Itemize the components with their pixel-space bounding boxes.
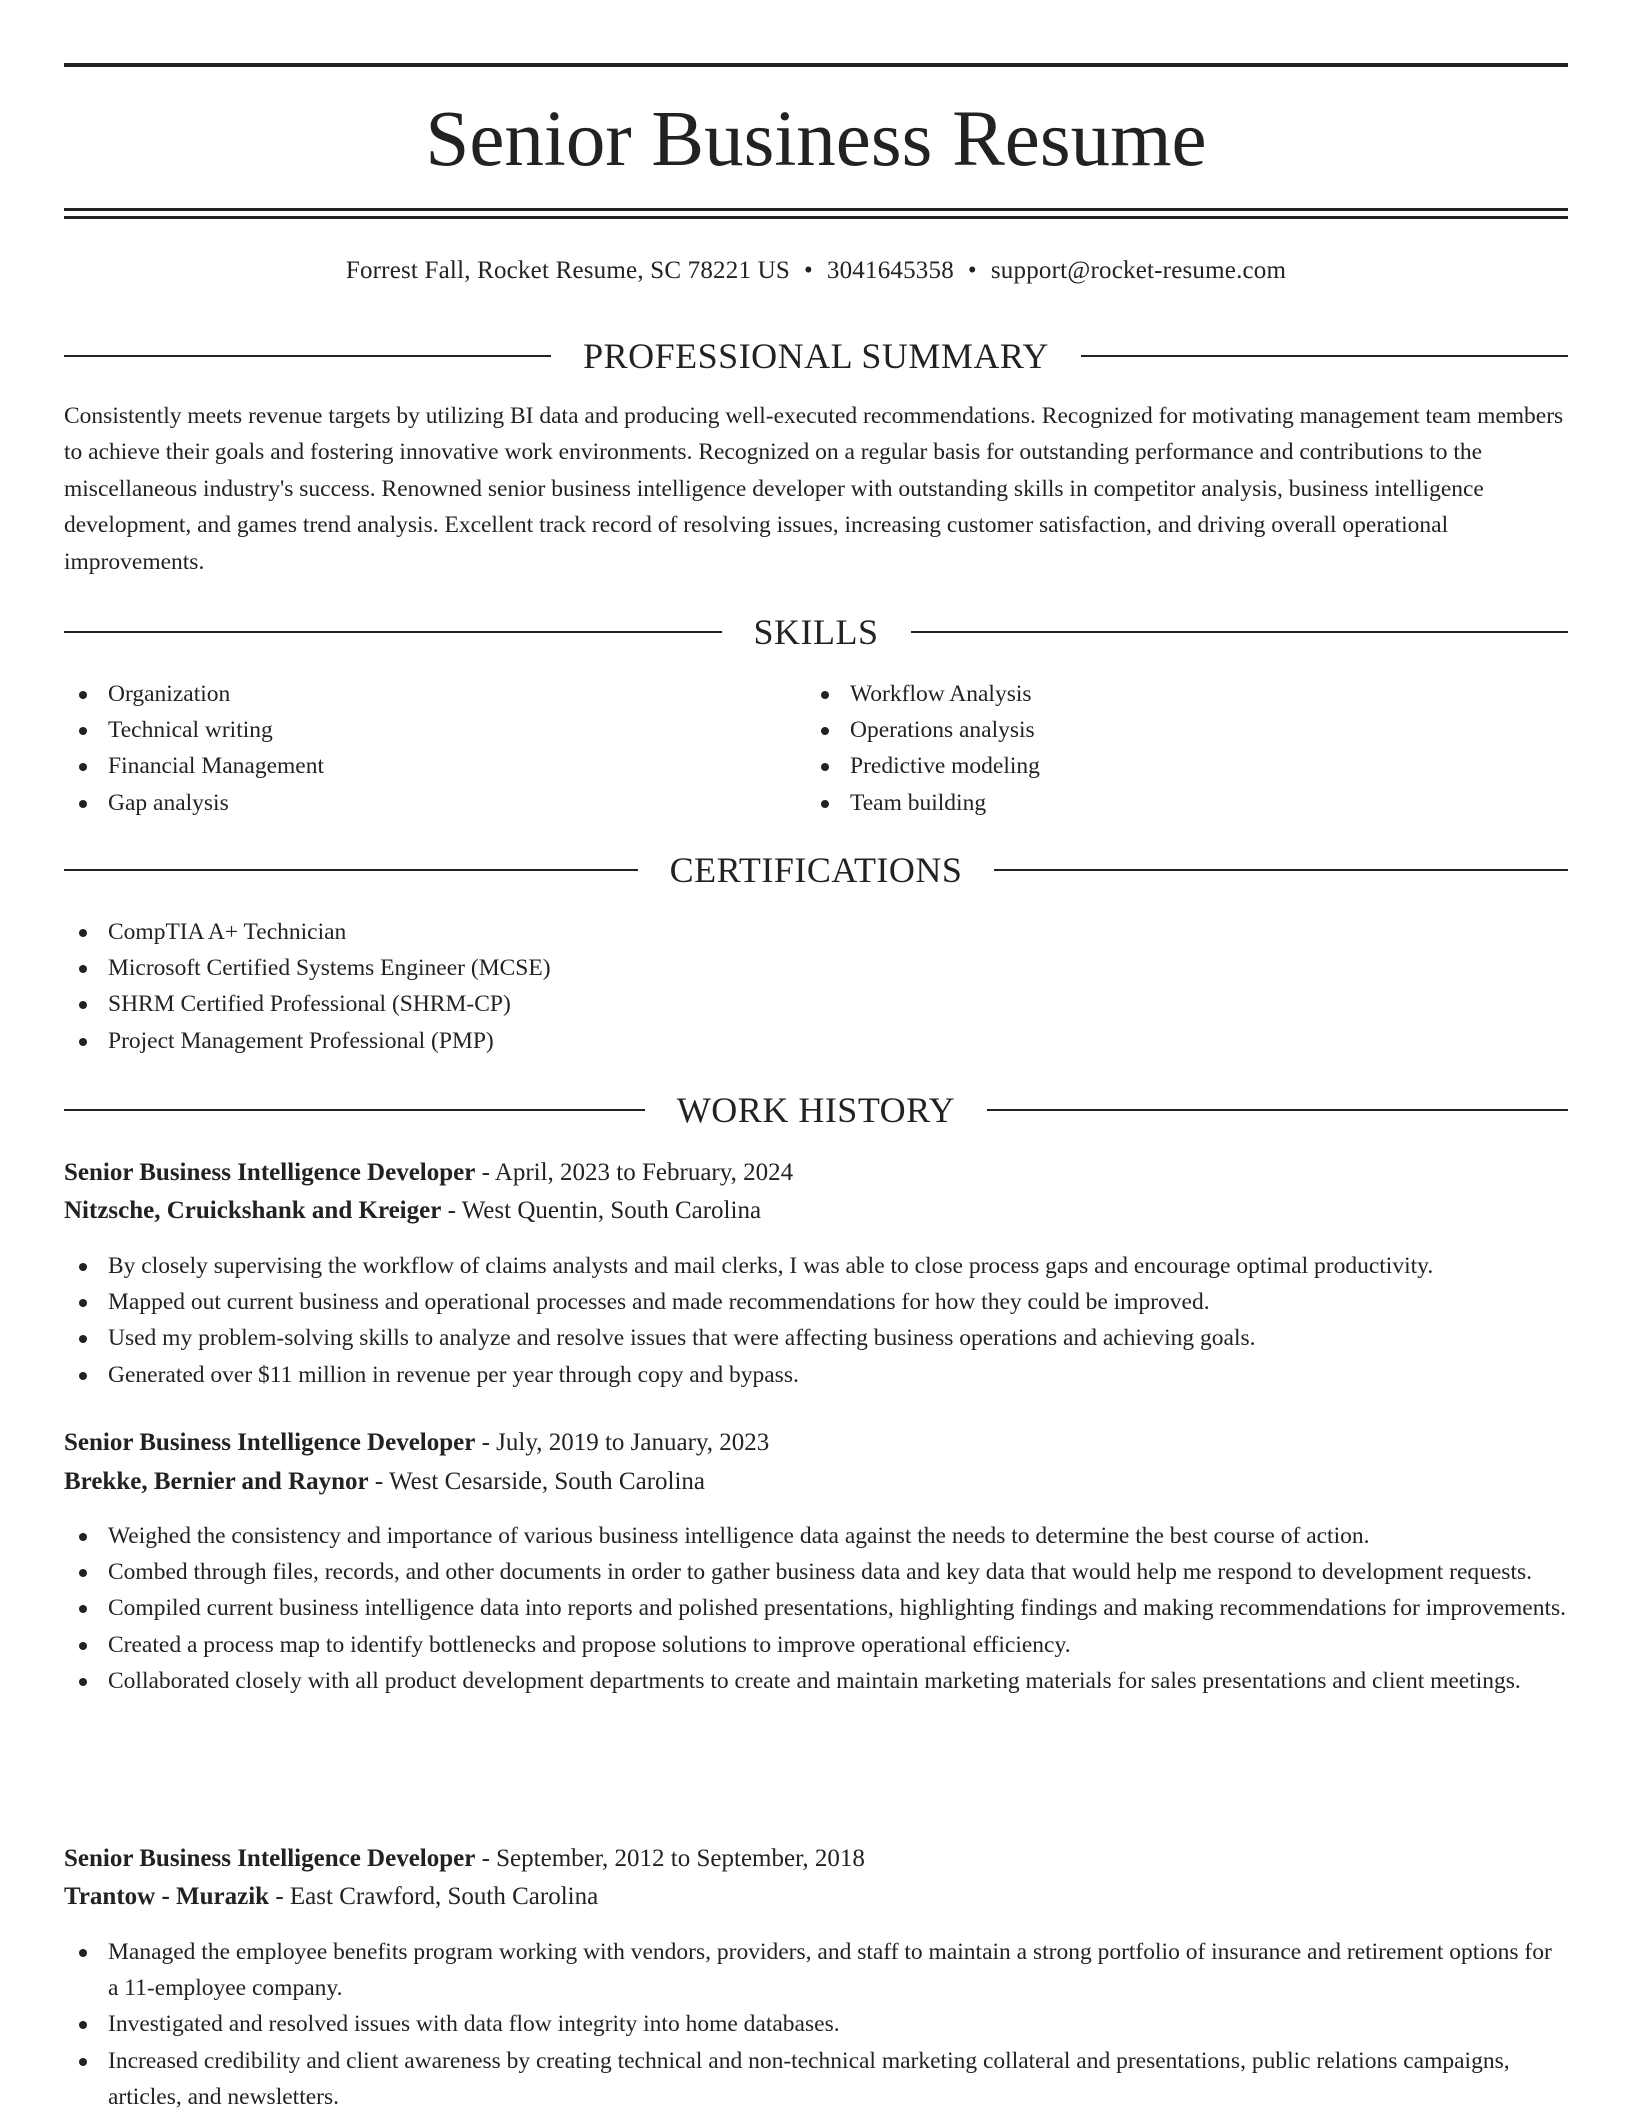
certifications-heading-label: CERTIFICATIONS bbox=[669, 850, 963, 890]
job-company-line bbox=[64, 1463, 1568, 1501]
skill-item: Workflow Analysis bbox=[806, 676, 1506, 712]
contact-separator: • bbox=[803, 257, 813, 284]
job-dates: - April, 2023 to February, 2024 bbox=[475, 1159, 794, 1186]
job-duty-item: Managed the employee benefits program working with vendors, providers, and staff to maintain a strong portfolio of insurance and retirement options for a 11-employee company. bbox=[64, 1934, 1568, 2006]
job-duties-list bbox=[64, 1934, 1568, 2115]
skills-list-right bbox=[806, 676, 1506, 821]
job-company-line bbox=[64, 1878, 1568, 1916]
job-duty-item: Used my problem-solving skills to analyze and resolve issues that were affecting business operations and achieving goals. bbox=[64, 1320, 1568, 1356]
job-title-line bbox=[64, 1424, 1568, 1462]
job-company: Nitzsche, Cruickshank and Kreiger bbox=[64, 1197, 442, 1224]
summary-heading-label: PROFESSIONAL SUMMARY bbox=[583, 336, 1049, 376]
contact-line bbox=[64, 254, 1568, 288]
job-duty-item: Compiled current business intelligence data into reports and polished presentations, highlighting findings and making recommendations for improvements. bbox=[64, 1590, 1568, 1626]
contact-separator: • bbox=[967, 257, 977, 284]
resume-title: Senior Business Resume bbox=[425, 96, 1207, 183]
header-top-rule bbox=[64, 63, 1568, 67]
job-duties-list bbox=[64, 1248, 1568, 1393]
job-title-line bbox=[64, 1154, 1568, 1192]
job-title: Senior Business Intelligence Developer bbox=[64, 1429, 476, 1456]
certification-item: Microsoft Certified Systems Engineer (MCSE) bbox=[64, 950, 1564, 986]
heading-divider bbox=[64, 355, 551, 357]
job-company: Trantow - Murazik bbox=[64, 1883, 270, 1910]
job-duty-item: Mapped out current business and operational processes and made recommendations for how they could be improved. bbox=[64, 1284, 1568, 1320]
skill-item: Predictive modeling bbox=[806, 748, 1506, 784]
job-title-line bbox=[64, 1840, 1568, 1878]
job-title: Senior Business Intelligence Developer bbox=[64, 1845, 476, 1872]
job-duty-item: Collaborated closely with all product development departments to create and maintain marketing materials for sales presentations and client meetings. bbox=[64, 1663, 1568, 1699]
job-duty-item: Investigated and resolved issues with data flow integrity into home databases. bbox=[64, 2006, 1568, 2042]
job-duty-item: Created a process map to identify bottlenecks and propose solutions to improve operational efficiency. bbox=[64, 1627, 1568, 1663]
job-duty-item: Generated over $11 million in revenue per year through copy and bypass. bbox=[64, 1357, 1568, 1393]
skill-item: Organization bbox=[64, 676, 764, 712]
job-duty-item: Increased credibility and client awareness by creating technical and non-technical marketing collateral and presentations, public relations campaigns, articles, and newsletters. bbox=[64, 2043, 1568, 2115]
contact-email: support@rocket-resume.com bbox=[990, 257, 1287, 284]
job-location: - West Quentin, South Carolina bbox=[441, 1197, 762, 1224]
certifications-list bbox=[64, 914, 1564, 1059]
job-duty-item: Weighed the consistency and importance of various business intelligence data against the needs to determine the best course of action. bbox=[64, 1518, 1568, 1554]
job-company-line bbox=[64, 1192, 1568, 1230]
skills-section-heading bbox=[64, 610, 1568, 654]
heading-divider bbox=[911, 631, 1569, 633]
summary-section-heading bbox=[64, 334, 1568, 378]
heading-divider bbox=[64, 631, 722, 633]
header-double-rule-top bbox=[64, 208, 1568, 211]
job-location: - East Crawford, South Carolina bbox=[269, 1883, 599, 1910]
contact-address: Forrest Fall, Rocket Resume, SC 78221 US bbox=[345, 257, 790, 284]
work-history-section-heading bbox=[64, 1088, 1568, 1132]
job-location: - West Cesarside, South Carolina bbox=[368, 1468, 706, 1495]
skill-item: Gap analysis bbox=[64, 785, 764, 821]
job-title: Senior Business Intelligence Developer bbox=[64, 1159, 476, 1186]
skill-item: Operations analysis bbox=[806, 712, 1506, 748]
job-duty-item: By closely supervising the workflow of claims analysts and mail clerks, I was able to close process gaps and encourage optimal productivity. bbox=[64, 1248, 1568, 1284]
skills-heading-label: SKILLS bbox=[753, 612, 879, 652]
header-double-rule-bottom bbox=[64, 216, 1568, 219]
job-dates: - September, 2012 to September, 2018 bbox=[475, 1845, 865, 1872]
job-duties-list bbox=[64, 1518, 1568, 1699]
heading-divider bbox=[987, 1109, 1568, 1111]
job-duty-item: Combed through files, records, and other documents in order to gather business data and key data that would help me respond to development requests. bbox=[64, 1554, 1568, 1590]
certification-item: Project Management Professional (PMP) bbox=[64, 1023, 1564, 1059]
job-dates: - July, 2019 to January, 2023 bbox=[475, 1429, 770, 1456]
contact-phone: 3041645358 bbox=[826, 257, 954, 284]
skill-item: Team building bbox=[806, 785, 1506, 821]
heading-divider bbox=[64, 869, 638, 871]
skill-item: Financial Management bbox=[64, 748, 764, 784]
summary-text: Consistently meets revenue targets by utilizing BI data and producing well-executed recommendations. Recognized for motivating management team members to achieve their goals and fostering innovative work environments. Recognized on a regular basis for outstanding performance and contributions to the miscellaneous industry's success. Renowned senior business intelligence developer with outstanding skills in competitor analysis, business intelligence development, and games trend analysis. Excellent track record of resolving issues, increasing customer satisfaction, and driving overall operational improvements. bbox=[64, 403, 1564, 575]
heading-divider bbox=[994, 869, 1568, 871]
heading-divider bbox=[1081, 355, 1568, 357]
certification-item: SHRM Certified Professional (SHRM-CP) bbox=[64, 986, 1564, 1022]
certification-item: CompTIA A+ Technician bbox=[64, 914, 1564, 950]
job-company: Brekke, Bernier and Raynor bbox=[64, 1468, 369, 1495]
heading-divider bbox=[64, 1109, 645, 1111]
skill-item: Technical writing bbox=[64, 712, 764, 748]
certifications-section-heading bbox=[64, 848, 1568, 892]
work-history-heading-label: WORK HISTORY bbox=[676, 1090, 956, 1130]
skills-list-left bbox=[64, 676, 764, 821]
